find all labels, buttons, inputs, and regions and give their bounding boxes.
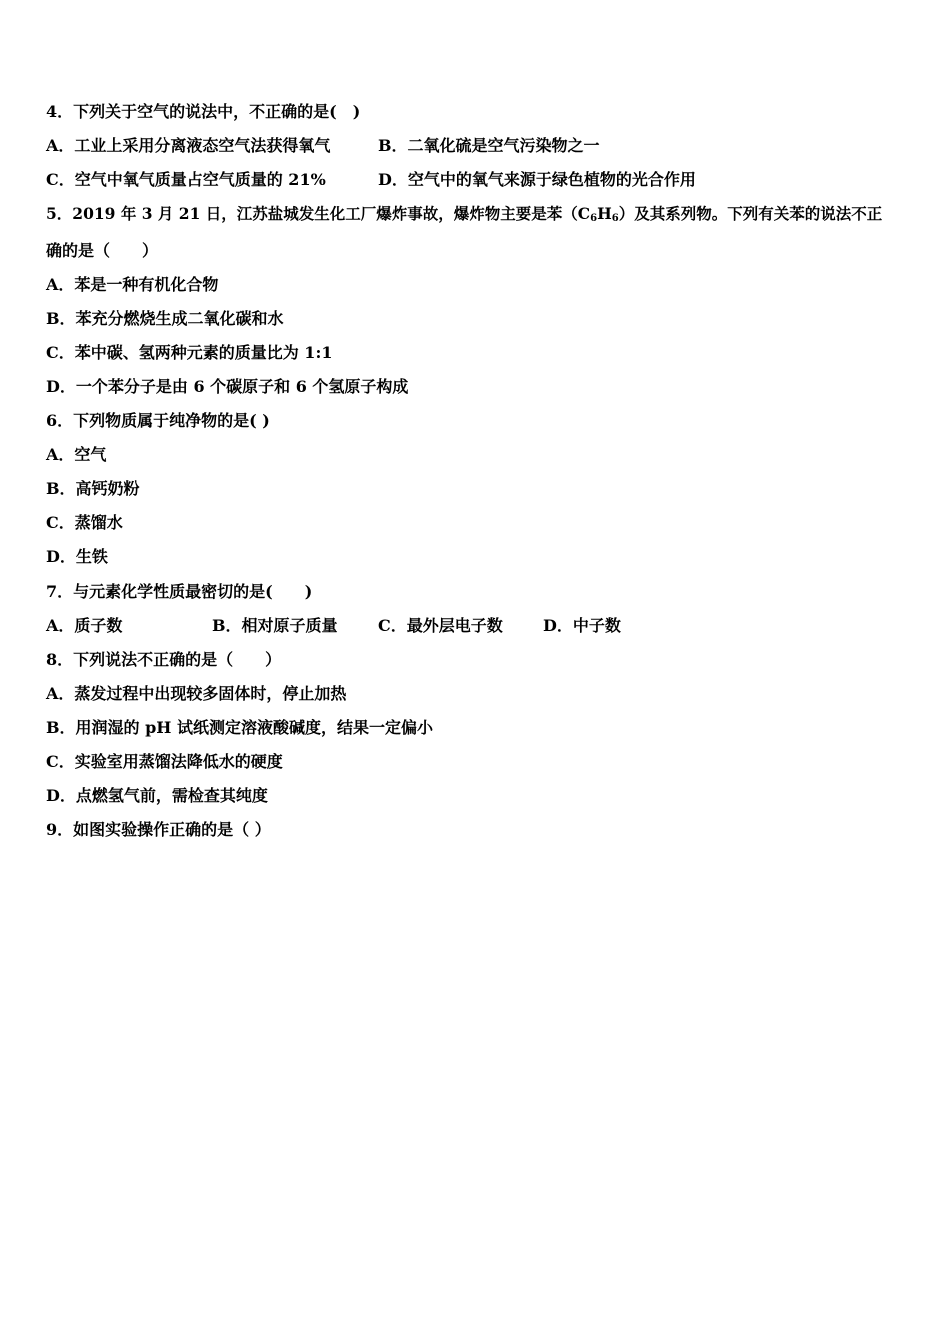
question-7-option-d: D．中子数 <box>543 616 621 635</box>
question-6-option-b: B．高钙奶粉 <box>46 479 140 498</box>
question-5-stem-line2: 确的是（ ） <box>46 241 159 260</box>
question-6-stem: 6．下列物质属于纯净物的是( ) <box>46 411 270 430</box>
question-4-option-b: B．二氧化硫是空气污染物之一 <box>378 136 600 155</box>
question-5-stem-part2: ）及其系列物。下列有关苯的说法不正 <box>618 204 883 223</box>
question-5-stem-line1 <box>46 204 882 229</box>
question-5-option-c: C．苯中碳、氢两种元素的质量比为 1:1 <box>46 343 333 362</box>
question-6-option-d: D．生铁 <box>46 547 108 566</box>
question-9-stem: 9．如图实验操作正确的是（ ） <box>46 820 271 839</box>
question-8-stem: 8．下列说法不正确的是（ ） <box>46 650 282 669</box>
benzene-h: H <box>597 204 612 223</box>
question-8-option-c: C．实验室用蒸馏法降低水的硬度 <box>46 752 283 771</box>
question-4-option-c: C．空气中氧气质量占空气质量的 21% <box>46 170 326 189</box>
question-4-stem: 4．下列关于空气的说法中，不正确的是( ) <box>46 102 361 121</box>
benzene-subscript-h: 6 <box>611 213 619 224</box>
question-4-option-a: A．工业上采用分离液态空气法获得氧气 <box>46 136 331 155</box>
question-8-option-b: B．用润湿的 pH 试纸测定溶液酸碱度，结果一定偏小 <box>46 718 433 737</box>
question-8-option-a: A．蒸发过程中出现较多固体时，停止加热 <box>46 684 347 703</box>
question-7-option-a: A．质子数 <box>46 616 123 635</box>
question-5-stem-part1: 5．2019 年 3 月 21 日，江苏盐城发生化工厂爆炸事故，爆炸物主要是苯（C <box>46 204 591 223</box>
benzene-subscript-c: 6 <box>590 213 598 224</box>
question-7-stem: 7．与元素化学性质最密切的是( ) <box>46 582 313 601</box>
question-6-option-a: A．空气 <box>46 445 107 464</box>
question-5-option-d: D．一个苯分子是由 6 个碳原子和 6 个氢原子构成 <box>46 377 409 396</box>
question-7-option-b: B．相对原子质量 <box>212 616 338 635</box>
question-5-option-a: A．苯是一种有机化合物 <box>46 275 219 294</box>
question-6-option-c: C．蒸馏水 <box>46 513 123 532</box>
question-8-option-d: D．点燃氢气前，需检查其纯度 <box>46 786 268 805</box>
question-5-option-b: B．苯充分燃烧生成二氧化碳和水 <box>46 309 284 328</box>
question-4-option-d: D．空气中的氧气来源于绿色植物的光合作用 <box>378 170 696 189</box>
question-7-option-c: C．最外层电子数 <box>378 616 503 635</box>
